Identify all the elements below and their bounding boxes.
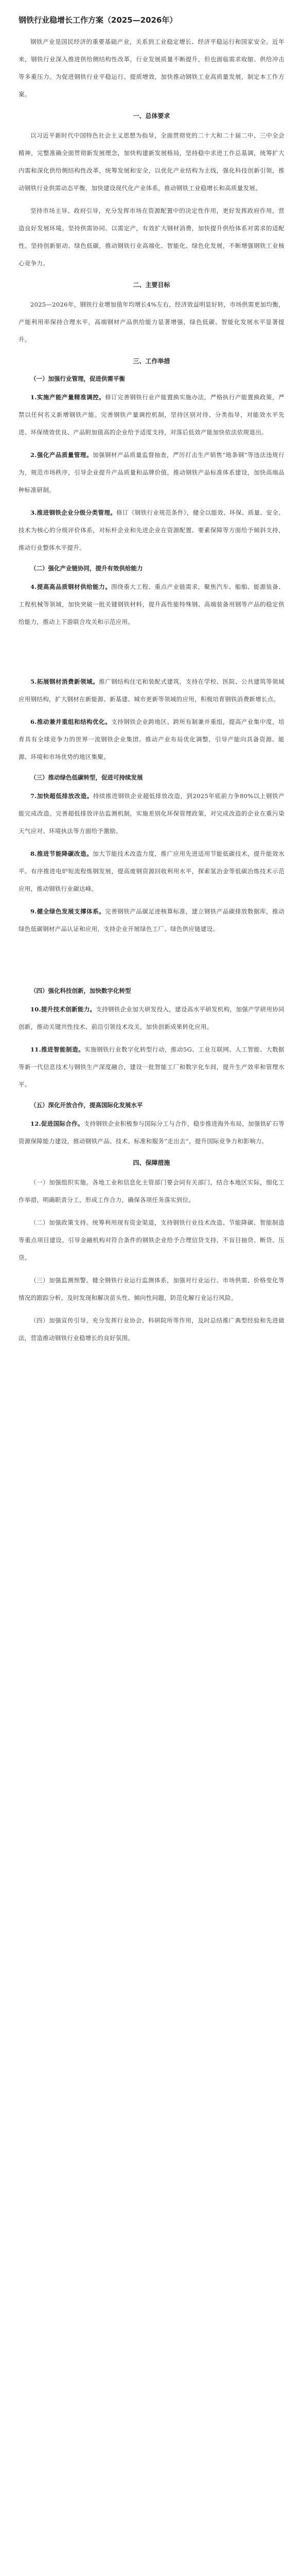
measure-lead: 9.健全绿色发展支撑体系。	[30, 908, 105, 915]
measure-item	[19, 787, 284, 840]
subsection-heading: （三）推动绿色低碳转型，促进可持续发展	[30, 774, 143, 781]
subsection-heading: （四）强化科技创新，加快数字化转型	[30, 987, 131, 994]
measure-text: 围绕重大工程、重点产业链需求，聚焦汽车、船舶、能源装备、工程机械等领域，加快突破一批关键钢铁材料，提升高性能特殊钢、高端装备用钢等产品的稳定供给能力，推动上下游联合攻关和示范应用。	[19, 583, 284, 625]
measure-lead: 7.加快超低排放改造。	[30, 792, 93, 800]
measure-lead: 8.推进节能降碳改造。	[30, 850, 93, 857]
measure-item	[19, 1001, 284, 1036]
measure-item	[19, 713, 284, 766]
body-paragraph: 2025—2026年，钢铁行业增加值年均增长4%左右，经济效益明显好转，市场供需更加均衡，产能利用率保持合理水平，高端钢材产品供给能力显著增强，绿色低碳、智能化发展水平显著提升。	[19, 301, 284, 343]
subsection-heading: （五）深化开放合作，提高国际化发展水平	[30, 1101, 143, 1109]
measure-text: 加强钢材产品质量监督抽查，严厉打击生产销售“地条钢”等违法违规行为，规范市场秩序，引导企业提升产品质量和品牌价值，推动钢铁产品标准体系建设，加快高端品种标准研制。	[19, 451, 284, 494]
measure-lead: 4.提高高品质钢材供给能力。	[30, 583, 112, 590]
measure-lead: 1.实施产能产量精准调控。	[30, 394, 105, 401]
subsection-heading: （二）强化产业链协同，提升有效供给能力	[30, 565, 143, 572]
measure-item	[19, 845, 284, 897]
page-title: 钢铁行业稳增长工作方案（2025—2026年）	[19, 15, 177, 25]
measure-item	[19, 388, 284, 441]
measure-item	[19, 504, 284, 556]
measure-text: 加大节能技术改造力度，推广应用先进适用节能低碳技术，提升能效水平。有序推进电炉短流程炼钢发展，提高废钢资源回收利用水平，探索氢冶金等低碳冶炼技术示范应用，推动钢铁行业碳达峰。	[19, 850, 284, 892]
measure-text: 支持钢铁企业跨地区、跨所有制兼并重组，提高产业集中度，培育具有全球竞争力的世界一流钢铁企业集团。推动产业布局优化调整，引导产能向具备资源、能源、环境和市场优势的地区集聚。	[19, 718, 284, 760]
measure-item	[19, 446, 284, 499]
measure-lead: 11.推进智能制造。	[30, 1046, 85, 1053]
blank-gap	[19, 636, 284, 673]
measure-text: 推广钢结构住宅和装配式建筑，支持在学校、医院、公共建筑等领域应用钢结构，扩大钢材在新能源、新基建、城市更新等领域的应用，积极培育钢铁消费新增长点。	[19, 678, 284, 703]
measure-lead: 3.推进钢铁企业分级分类管理。	[30, 509, 117, 516]
body-paragraph: （四）加强宣传引导。充分发挥行业协会、科研院所等作用，及时总结推广典型经验和先进做法，营造推动钢铁行业稳增长的良好氛围。	[19, 1317, 284, 1342]
section-heading-1: 一、总体要求	[133, 112, 170, 120]
measure-text: 支持钢铁企业加大研发投入，建设高水平研发机构，加强产学研用协同创新，推动关键共性技术、前沿引领技术攻关，加快创新成果转化应用。	[19, 1006, 285, 1030]
intro-paragraph: 钢铁产业是国民经济的重要基础产业，关系到工业稳定增长、经济平稳运行和国家安全。近年来，钢铁行业深入推进供给侧结构性改革，行业发展质量不断提升，但也面临需求收缩、供给冲击等多重压力。为促进钢铁行业平稳运行、提质增效，加快推动钢铁工业高质量发展，制定本工作方案。	[19, 38, 284, 98]
measure-item	[19, 1041, 284, 1093]
measure-item	[19, 1115, 284, 1150]
measure-text: 完善钢铁产品碳足迹核算标准，建立钢铁产品碳排放数据库，推动绿色低碳钢材产品认证和应用，支持企业开展绿色工厂、绿色供应链建设。	[19, 908, 285, 933]
measure-lead: 2.强化产品质量管理。	[30, 451, 93, 459]
body-paragraph: 以习近平新时代中国特色社会主义思想为指导，全面贯彻党的二十大和二十届二中、三中全会精神，完整准确全面贯彻新发展理念，加快构建新发展格局，坚持稳中求进工作总基调，统筹扩大内需和深化供给侧结构性改革，统筹发展和安全，以优化产业结构为主线，强化科技创新引领，推动钢铁行业供需动态平衡，加快建设现代化产业体系，推动钢铁工业稳增长和高质量发展。	[19, 132, 284, 192]
measure-lead: 12.促进国际合作。	[30, 1120, 84, 1127]
measure-text: 支持钢铁企业积极参与国际分工与合作，稳步推进海外布局，加强铁矿石等资源保障能力建设，推动钢铁产品、技术、标准和服务“走出去”，提升国际竞争力和影响力。	[19, 1120, 284, 1145]
section-heading-4: 四、保障措施	[133, 1159, 170, 1166]
measure-text: 实施钢铁行业数字化转型行动，推动5G、工业互联网、人工智能、大数据等新一代信息技术与钢铁生产深度融合，建设一批智能工厂和数字化车间，提升生产效率和管理水平。	[19, 1046, 284, 1088]
measure-lead: 6.推动兼并重组和结构优化。	[30, 718, 112, 725]
measure-lead: 10.提升技术创新能力。	[30, 1006, 96, 1013]
body-paragraph: （一）加强组织实施。各地工业和信息化主管部门要会同有关部门，结合本地区实际，细化工作举措，明确职责分工，形成工作合力，确保各项任务落实到位。	[19, 1179, 284, 1204]
body-paragraph: （二）加强政策支持。统筹利用现有资金渠道，支持钢铁行业技术改造、节能降碳、智能制造等重点项目建设。引导金融机构对符合条件的钢铁企业给予合理信贷支持，不盲目抽贷、断贷、压贷。	[19, 1219, 284, 1261]
body-paragraph: （三）加强监测预警。健全钢铁行业运行监测体系，加强对行业运行、市场供需、价格变化等情况的跟踪分析，及时发现和解决苗头性、倾向性问题，防范化解行业运行风险。	[19, 1277, 284, 1301]
measure-text: 修订完善钢铁行业产能置换实施办法，严格执行产能置换政策，严禁以任何名义新增钢铁产能。完善钢铁产量调控机制，坚持区别对待、分类指导，对能效水平先进、环保绩效优良、产品附加值高的企业给予适度支持，对落后低效产能加快依法依规退出。	[19, 394, 285, 436]
subsection-heading: （一）加强行业管理，促进供需平衡	[30, 375, 125, 382]
measure-item	[19, 673, 284, 708]
measure-item	[19, 903, 284, 938]
measure-text: 持续推进钢铁企业超低排放改造，到2025年底前力争80%以上钢铁产能完成改造。完善超低排放评估监测机制，实施差别化环保管理政策，对完成改造的企业在重污染天气应对、环境执法等方面给予激励。	[19, 792, 284, 835]
measure-item	[19, 578, 284, 631]
blank-gap	[19, 943, 284, 980]
measure-text: 修订《钢铁行业规范条件》，健全以能效、环保、质量、安全、技术为核心的分级评价体系，对标杆企业和先进企业在资源配置、要素保障等方面给予倾斜支持，推动行业整体水平提升。	[19, 509, 284, 551]
section-heading-2: 二、主要目标	[133, 281, 170, 289]
measure-lead: 5.拓展钢材消费新领域。	[30, 678, 99, 685]
body-paragraph: 坚持市场主导、政府引导，充分发挥市场在资源配置中的决定性作用，更好发挥政府作用，营造良好发展环境。坚持供需协同、以需定产，有效扩大钢材消费，加快提升供给体系对需求的适配性。坚持创新驱动、绿色低碳，推动钢铁行业高端化、智能化、绿色化发展，不断增强钢铁工业核心竞争力。	[19, 207, 284, 267]
section-heading-3: 三、工作举措	[133, 358, 170, 365]
